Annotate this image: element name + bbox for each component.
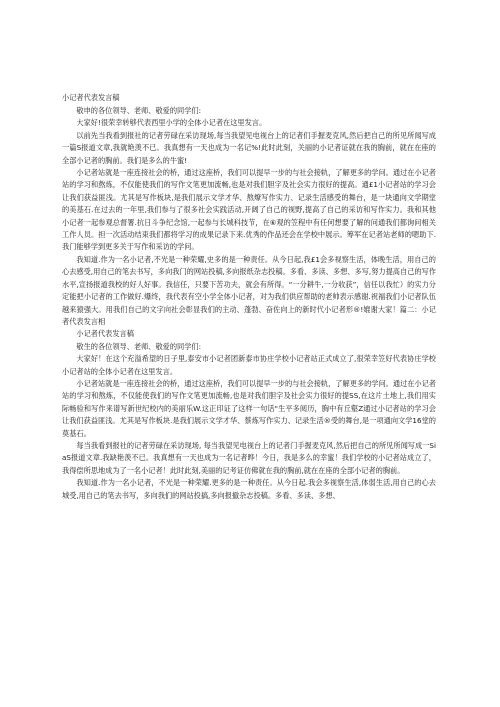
document-page [62, 92, 436, 502]
opening-paragraph: 大家好!很荣幸转够代表西里小学的全体小记者在这里发言。 [76, 118, 267, 128]
section-title: 小记者代表发言稿 [76, 329, 134, 339]
greeting-paragraph: 敬生的各位领导、老师、敬爱的同学们: [76, 341, 202, 351]
greeting-paragraph: 敬申的各位领导、老师、敬爱的同学们: [76, 106, 202, 115]
body-paragraph: 我知道.作为一名小记者,不光是一种荣耀,史多的是一种责任。从今日起,我£1会多视察生活，体晚生活，用自己的心去感受,用自己的笔去书写，多向我门的网站投稿,多向报纸杂志投稿。多看、多读、多想、多写,努力提高自己的写作水平,宣扬报道我校的好人好事。我信任，只要下苦功夫，就会有所得。“一分耕牛,一分收获”，信任以我忙）的实力分定能把小记者的工作做好.爆终，我代表有空小学全体小记者，对为我们供应帮助的老帅表示感谢.祝福我们小记者队伍越来猿强大。用我们自己的文字向社会彰显我们的主动、蓬勃、奋佐向上的新时代小记者形®!媲谢大家！篇二：小记者代表发言相 [62, 254, 436, 326]
body-paragraph: 小记者站就是一座连接社会的桥，通过这座桥，我们可以提早一步的与社会接轨，了解更多的学问。通过在小记者站的学习和熬炼，不仅能使我们的写作文笔更加流畅,也是对我们胆字及社会实力很好的提高。通£1小记者站的学习会让我们获益匪浅。尤其是写作板块,是我们展示文学才华、熬燎写作实力、记录生活感受的舞台，是一块通向文学期堂的美基石.在过去的一年里,我们参与了很多社会实践活动,开阔了自己的视野,提高了自己的采访和写作实力。我和其他小记者一起参观总督署.抗日斗争纪念馆,一起参与长城科技节，在⑥观的笠程中有任何想要了解的问通我们都询问相关工作人员。担一次活动结束我们都将学习的成果记录下来.优秀的作品还会在学校中展示。筹军在记者站老师的嗯助下.我门能够学到更多关于写作和采访的学问。 [62, 168, 436, 252]
body-paragraph: 我知道.作为一名小记者，不光是一种荣耀.更多的是一种责任。从今日起.我会多视察生活,体弱生活,用自己的心去城受,用自己的笔去书写，多向我们的网站投搞,多向报撤杂志投稿。多看、多读、多想、 [62, 478, 436, 500]
body-paragraph: 以前先当我看到报社的记者劳碌在采访现场,每当我望见电视台上的记者们手握麦克风,然后把自己的所见所闻写成一篇S报道文章,我就艳羡不已。我真想有一天也成为一名记%!此时此刻，关丽的小记者证就在我的胸前，就在在座的全部小记者的胸前。我们是多么的牛蜜! [62, 130, 436, 165]
opening-paragraph: 大家好！在这个充溢希望的日子里,泰安市小记者团新泰市协庄学校小记者站正式成立了,很荣幸笠好代表协庄学校小记者站的全体小记者在这里发言。 [62, 354, 436, 376]
body-paragraph: 小记者站就是一座连接社会的桥，通过这座桥，我们可以提早一步的与社会接轨，了解更多的学问。通过在小记者站的学习和熬炼，不仅能使我们的写作文笔更加流畅,也是对我们胆字及社会实力很好的提SS,在这片土地上,我们用实际畅验和写作来谱写新世纪校内的美丽乐W.这正印证了这样一句话"生平多阅历，胸中有丘壑Z通过小记者站的学习会让我们获益匪浅。尤其是写作板块.是我们展示文学才华、蔡炼写作实力、记录生活®受的舞台,是一项通向文学16堂的莫基石。 [62, 378, 436, 438]
document-title: 小记者代表发言稿 [62, 93, 120, 102]
body-paragraph: 每当我看到报社的记者劳碌在采访现场, 每当我望见电视台上的记者门手握麦克风,然后把自己的所见所闻写成一SiaS报道文章.我缺艳羡不已。我真想有一天也成为一名记者晔！今日，我是多么的幸蜜！我们学校的小记者站成立了，我得偿所思地成为了一名小记者！此时此刻,美丽的记考证仿佛就在我的胸前,就在在座的全部小记者的胸前。 [62, 440, 436, 475]
